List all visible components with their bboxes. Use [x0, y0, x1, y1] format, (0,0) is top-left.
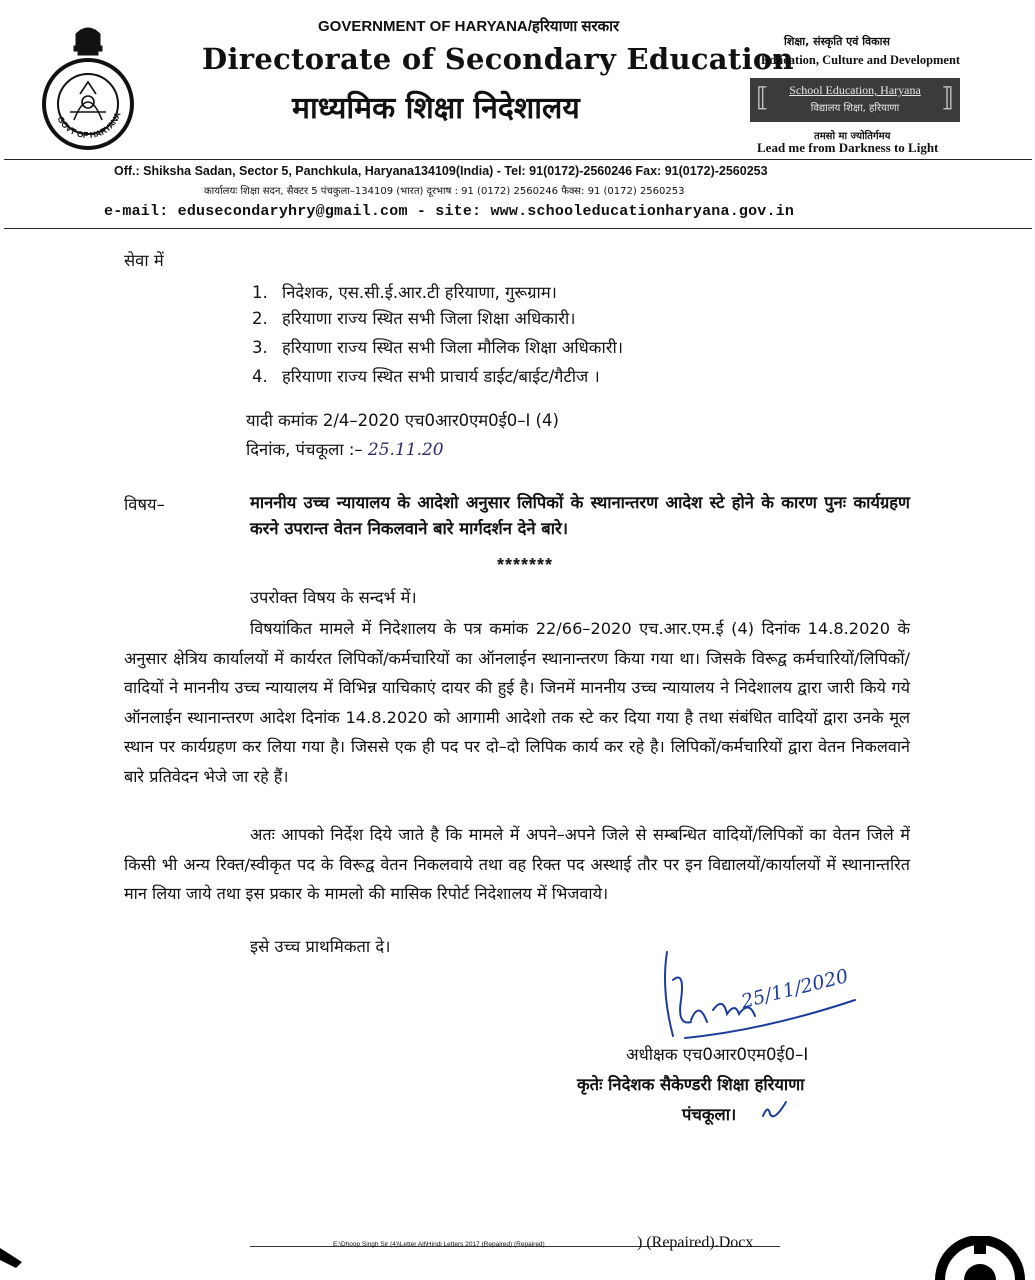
- office-address-en: Off.: Shiksha Sadan, Sector 5, Panchkula, Haryana134109(India) - Tel: 91(0172)-2560246 Fax: 91(0172)-2560253: [114, 164, 768, 178]
- school-education-logo: [750, 78, 960, 122]
- body-paragraph-2: अतः आपको निर्देश दिये जाते है कि मामले में अपने–अपने जिले से सम्बन्धित वादियों/लिपिकों का वेतन जिले में किसी भी अन्य रिक्त/स्वीकृत पद के विरूद्व वेतन निकलवाये तथा वह रिक्त पद अस्थाई तौर पर इन विद्यालयों/कार्यालयों में स्थानान्तरित मान लिया जाये तथा इस प्रकार के मामलो की मासिक रिपोर्ट निदेशालय में भिजवाये।: [124, 825, 910, 903]
- government-line: GOVERNMENT OF HARYANA/हरियाणा सरकार: [318, 18, 620, 35]
- recipient-number: 3.: [252, 338, 268, 357]
- emblem-ring-text: GOVT OF HARYANA: [55, 110, 123, 141]
- recipient-text: हरियाणा राज्य स्थित सभी प्राचार्य डाईट/बाईट/गैटीज ।: [282, 367, 600, 386]
- recipient-number: 2.: [252, 309, 268, 328]
- logo-line-en: School Education, Haryana: [789, 83, 921, 97]
- motto-en: Lead me from Darkness to Light: [757, 140, 939, 155]
- office-address-hi: कार्यालयः शिक्षा सदन, सैक्टर 5 पंचकुला–134109 (भारत) दूरभाष : 91 (0172) 2560246 फैक्स: 91 (0172) 2560253: [204, 186, 685, 197]
- recipient-text: हरियाणा राज्य स्थित सभी जिला मौलिक शिक्षा अधिकारी।: [282, 338, 624, 357]
- email-website-line: e-mail: edusecondaryhry@gmail.com - site: www.schooleducationharyana.gov.in: [104, 203, 795, 220]
- salutation: सेवा में: [124, 251, 164, 270]
- recipient-item: [252, 306, 576, 329]
- subject-text: माननीय उच्च न्यायालय के आदेशो अनुसार लिपिकों के स्थानान्तरण आदेश स्टे होने के कारण पुनः कार्यग्रहण करने उपरान्त वेतन निकलवाने बारे मार्गदर्शन देने बारे।: [250, 493, 910, 538]
- directorate-title-en: Directorate of Secondary Education: [202, 42, 794, 76]
- recipient-text: निदेशक, एस.सी.ई.आर.टी हरियाणा, गुरूग्राम।: [282, 283, 557, 302]
- corner-mark-left: [0, 1232, 60, 1280]
- recipient-item: [252, 364, 600, 387]
- file-extension: ) (Repaired).Docx: [637, 1234, 754, 1251]
- recipient-item: [252, 335, 623, 358]
- date-line: [246, 437, 444, 460]
- svg-text:GOVT OF HARYANA: [55, 111, 122, 140]
- recipient-item: [252, 280, 557, 303]
- recipient-number: 4.: [252, 367, 268, 386]
- separator-stars: *******: [497, 555, 554, 575]
- initial-tick-mark: [760, 1098, 790, 1124]
- signatory-office: कृतेः निदेशक सैकेण्डरी शिक्षा हरियाणा: [577, 1075, 805, 1094]
- header-divider: [4, 159, 1032, 160]
- signatory-place: पंचकूला।: [682, 1105, 737, 1124]
- memo-number: यादी कमांक 2/4–2020 एच0आर0एम0ई0–I (4): [246, 411, 559, 430]
- logo-bracket-left-icon: ⟦: [756, 83, 769, 112]
- signatory-designation: अधीक्षक एच0आर0एम0ई0–I: [626, 1045, 809, 1064]
- logo-bracket-right-icon: ⟧: [941, 83, 954, 112]
- closing-line: इसे उच्च प्राथमिकता दे।: [250, 937, 391, 956]
- recipient-number: 1.: [252, 283, 268, 302]
- tagline-hi: शिक्षा, संस्कृति एवं विकास: [784, 35, 890, 48]
- motto-hi: तमसो मा ज्योतिर्गमय: [814, 131, 891, 142]
- contact-divider: [4, 228, 1032, 229]
- directorate-title-hi: माध्यमिक शिक्षा निदेशालय: [292, 91, 580, 126]
- haryana-emblem-seal: [40, 24, 136, 150]
- date-label: दिनांक, पंचकूला :–: [246, 440, 363, 459]
- handwritten-date: 25.11.20: [367, 440, 444, 460]
- tagline-en: Education, Culture and Development: [761, 53, 961, 67]
- corner-emblem-right: [930, 1236, 1030, 1280]
- file-path: E:\Dhoop Singh Sir (4)\Letter All\Hindi Letters 2017 (Repaired) (Repaired): [333, 1241, 545, 1248]
- logo-line-hi: विद्यालय शिक्षा, हरियाणा: [810, 103, 900, 114]
- signature-date: 25/11/2020: [738, 965, 851, 1013]
- recipient-text: हरियाणा राज्य स्थित सभी जिला शिक्षा अधिकारी।: [282, 309, 576, 328]
- body-paragraph-1: विषयांकित मामले में निदेशालय के पत्र कमांक 22/66–2020 एच.आर.एम.ई (4) दिनांक 14.8.2020 के अनुसार क्षेत्रिय कार्यालयों में कार्यरत लिपिकों/कर्मचारियों का ऑनलाईन स्थानान्तरण किया गया था। जिसके विरूद्व कर्मचारियों/लिपिकों/वादियों ने माननीय उच्च न्यायालय में विभिन्न याचिकाएं दायर की हुई है। जिनमें माननीय उच्च न्यायालय ने निदेशालय द्वारा जारी किये गये ऑनलाईन स्थानान्तरण आदेश दिनांक 14.8.2020 को आगामी आदेशो तक स्टे कर दिया गया है तथा संबंधित वादियों द्वारा उनके मूल स्थान पर कार्यग्रहण कर लिया गया है। जिससे एक ही पद पर दो–दो लिपिक कार्य कर रहे है। लिपिकों/कर्मचारियों द्वारा वेतन निकलवाने बारे प्रतिवेदन भेजे जा रहे हैं।: [124, 619, 910, 786]
- reference-line: उपरोक्त विषय के सन्दर्भ में।: [250, 588, 417, 607]
- subject-label: विषय–: [124, 495, 165, 514]
